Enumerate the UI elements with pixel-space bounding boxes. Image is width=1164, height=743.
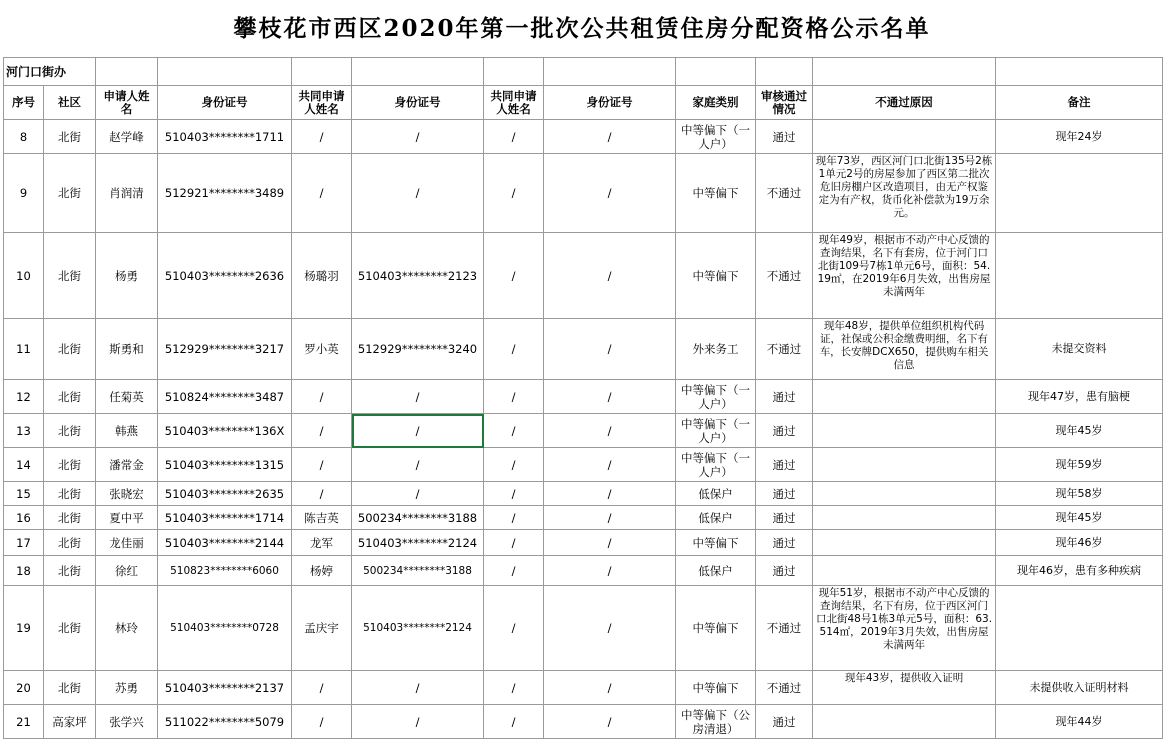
seq-cell[interactable]: 12 bbox=[4, 380, 44, 414]
table-row bbox=[4, 319, 1163, 380]
note-cell[interactable]: 现年24岁 bbox=[996, 120, 1163, 154]
review-status-cell[interactable]: 通过 bbox=[756, 705, 813, 739]
note-cell[interactable]: 现年59岁 bbox=[996, 448, 1163, 482]
review-status-cell[interactable]: 通过 bbox=[756, 448, 813, 482]
id-number-cell[interactable]: 510824********3487 bbox=[158, 380, 292, 414]
community-cell[interactable]: 北街 bbox=[44, 530, 96, 556]
co-applicant-2-id-cell[interactable]: / bbox=[544, 414, 676, 448]
fail-reason-cell[interactable] bbox=[813, 556, 996, 586]
seq-cell[interactable]: 13 bbox=[4, 414, 44, 448]
family-category-cell[interactable]: 中等偏下 bbox=[676, 530, 756, 556]
table-row bbox=[4, 530, 1163, 556]
empty-cell[interactable] bbox=[676, 58, 756, 86]
co-applicant-1-id-cell[interactable]: / bbox=[352, 671, 484, 705]
community-cell[interactable]: 北街 bbox=[44, 120, 96, 154]
applicant-name-cell[interactable]: 龙佳丽 bbox=[96, 530, 158, 556]
review-status-cell[interactable]: 通过 bbox=[756, 120, 813, 154]
seq-cell[interactable]: 14 bbox=[4, 448, 44, 482]
table-row bbox=[4, 120, 1163, 154]
id-number-cell[interactable]: 512921********3489 bbox=[158, 154, 292, 233]
id-number-cell[interactable]: 512929********3217 bbox=[158, 319, 292, 380]
seq-cell[interactable]: 11 bbox=[4, 319, 44, 380]
header-cell[interactable]: 备注 bbox=[996, 86, 1163, 120]
co-applicant-1-name-cell[interactable]: / bbox=[292, 380, 352, 414]
co-applicant-1-name-cell[interactable]: 杨璐羽 bbox=[292, 233, 352, 319]
review-status-cell[interactable]: 通过 bbox=[756, 506, 813, 530]
seq-cell[interactable]: 9 bbox=[4, 154, 44, 233]
co-applicant-1-id-cell[interactable]: 500234********3188 bbox=[352, 556, 484, 586]
empty-cell[interactable] bbox=[996, 58, 1163, 86]
applicant-name-cell[interactable]: 夏中平 bbox=[96, 506, 158, 530]
applicant-name-cell[interactable]: 张学兴 bbox=[96, 705, 158, 739]
header-cell[interactable]: 申请人姓名 bbox=[96, 86, 158, 120]
co-applicant-2-name-cell[interactable]: / bbox=[484, 556, 544, 586]
co-applicant-2-id-cell[interactable]: / bbox=[544, 482, 676, 506]
id-number-cell[interactable]: 511022********5079 bbox=[158, 705, 292, 739]
family-category-cell[interactable]: 中等偏下 bbox=[676, 671, 756, 705]
header-cell[interactable]: 身份证号 bbox=[352, 86, 484, 120]
header-row bbox=[4, 86, 1163, 120]
applicant-name-cell[interactable]: 张晓宏 bbox=[96, 482, 158, 506]
co-applicant-1-name-cell[interactable]: 陈吉英 bbox=[292, 506, 352, 530]
co-applicant-2-id-cell[interactable]: / bbox=[544, 671, 676, 705]
note-cell[interactable]: 现年46岁，患有多种疾病 bbox=[996, 556, 1163, 586]
co-applicant-2-id-cell[interactable]: / bbox=[544, 448, 676, 482]
family-category-cell[interactable]: 中等偏下 bbox=[676, 154, 756, 233]
table-row bbox=[4, 380, 1163, 414]
review-status-cell[interactable]: 通过 bbox=[756, 414, 813, 448]
table-row bbox=[4, 705, 1163, 739]
review-status-cell[interactable]: 通过 bbox=[756, 530, 813, 556]
fail-reason-cell[interactable]: 现年48岁，提供单位组织机构代码证，社保或公积金缴费明细，名下有车，长安牌DCX650，提供购车相关信息 bbox=[813, 319, 996, 380]
family-category-cell[interactable]: 低保户 bbox=[676, 482, 756, 506]
applicant-name-cell[interactable]: 韩燕 bbox=[96, 414, 158, 448]
applicant-name-cell[interactable]: 苏勇 bbox=[96, 671, 158, 705]
co-applicant-2-name-cell[interactable]: / bbox=[484, 380, 544, 414]
empty-cell[interactable] bbox=[96, 58, 158, 86]
co-applicant-1-id-cell[interactable]: / bbox=[352, 154, 484, 233]
fail-reason-cell[interactable]: 现年73岁，西区河门口北街135号2栋1单元2号的房屋参加了西区第二批次危旧房棚户区改造项目，由无产权鉴定为有产权，货币化补偿款为19万余元。 bbox=[813, 154, 996, 233]
table-row bbox=[4, 448, 1163, 482]
review-status-cell[interactable]: 通过 bbox=[756, 556, 813, 586]
co-applicant-1-name-cell[interactable]: 杨婷 bbox=[292, 556, 352, 586]
co-applicant-1-id-cell[interactable]: 510403********2123 bbox=[352, 233, 484, 319]
empty-cell[interactable] bbox=[352, 58, 484, 86]
applicant-name-cell[interactable]: 潘常金 bbox=[96, 448, 158, 482]
seq-cell[interactable]: 18 bbox=[4, 556, 44, 586]
header-cell[interactable]: 审核通过情况 bbox=[756, 86, 813, 120]
co-applicant-1-name-cell[interactable]: 孟庆宇 bbox=[292, 586, 352, 671]
header-cell[interactable]: 家庭类别 bbox=[676, 86, 756, 120]
fail-reason-cell[interactable] bbox=[813, 380, 996, 414]
fail-reason-cell[interactable] bbox=[813, 120, 996, 154]
seq-cell[interactable]: 19 bbox=[4, 586, 44, 671]
co-applicant-2-name-cell[interactable]: / bbox=[484, 414, 544, 448]
co-applicant-2-id-cell[interactable]: / bbox=[544, 556, 676, 586]
community-cell[interactable]: 北街 bbox=[44, 586, 96, 671]
id-number-cell[interactable]: 510403********2635 bbox=[158, 482, 292, 506]
co-applicant-2-id-cell[interactable]: / bbox=[544, 586, 676, 671]
community-cell[interactable]: 北街 bbox=[44, 319, 96, 380]
co-applicant-2-name-cell[interactable]: / bbox=[484, 586, 544, 671]
co-applicant-1-name-cell[interactable]: 龙军 bbox=[292, 530, 352, 556]
family-category-cell[interactable]: 中等偏下（一人户） bbox=[676, 120, 756, 154]
empty-cell[interactable] bbox=[484, 58, 544, 86]
note-cell[interactable]: 现年47岁，患有脑梗 bbox=[996, 380, 1163, 414]
header-cell[interactable]: 身份证号 bbox=[544, 86, 676, 120]
id-number-cell[interactable]: 510403********1315 bbox=[158, 448, 292, 482]
family-category-cell[interactable]: 中等偏下 bbox=[676, 233, 756, 319]
empty-cell[interactable] bbox=[292, 58, 352, 86]
applicant-name-cell[interactable]: 斯勇和 bbox=[96, 319, 158, 380]
co-applicant-2-name-cell[interactable]: / bbox=[484, 154, 544, 233]
family-category-cell[interactable]: 中等偏下（一人户） bbox=[676, 414, 756, 448]
table-row bbox=[4, 671, 1163, 705]
co-applicant-2-name-cell[interactable]: / bbox=[484, 671, 544, 705]
co-applicant-2-name-cell[interactable]: / bbox=[484, 506, 544, 530]
seq-cell[interactable]: 10 bbox=[4, 233, 44, 319]
fail-reason-cell[interactable] bbox=[813, 530, 996, 556]
review-status-cell[interactable]: 不通过 bbox=[756, 233, 813, 319]
family-category-cell[interactable]: 中等偏下（公房清退） bbox=[676, 705, 756, 739]
community-cell[interactable]: 北街 bbox=[44, 448, 96, 482]
co-applicant-1-id-cell[interactable]: 512929********3240 bbox=[352, 319, 484, 380]
applicant-name-cell[interactable]: 赵学峰 bbox=[96, 120, 158, 154]
community-cell[interactable]: 高家坪 bbox=[44, 705, 96, 739]
co-applicant-1-name-cell[interactable]: / bbox=[292, 120, 352, 154]
co-applicant-2-id-cell[interactable]: / bbox=[544, 154, 676, 233]
table-row bbox=[4, 233, 1163, 319]
community-cell[interactable]: 北街 bbox=[44, 506, 96, 530]
seq-cell[interactable]: 16 bbox=[4, 506, 44, 530]
note-cell[interactable]: 现年45岁 bbox=[996, 506, 1163, 530]
community-cell[interactable]: 北街 bbox=[44, 154, 96, 233]
co-applicant-2-id-cell[interactable]: / bbox=[544, 380, 676, 414]
co-applicant-1-name-cell[interactable]: 罗小英 bbox=[292, 319, 352, 380]
co-applicant-1-name-cell[interactable]: / bbox=[292, 482, 352, 506]
table-row bbox=[4, 586, 1163, 671]
co-applicant-1-id-cell[interactable]: 500234********3188 bbox=[352, 506, 484, 530]
co-applicant-2-name-cell[interactable]: / bbox=[484, 530, 544, 556]
id-number-cell[interactable]: 510403********2636 bbox=[158, 233, 292, 319]
fail-reason-cell[interactable] bbox=[813, 506, 996, 530]
note-cell[interactable]: 未提交资料 bbox=[996, 319, 1163, 380]
empty-cell[interactable] bbox=[813, 58, 996, 86]
fail-reason-cell[interactable] bbox=[813, 414, 996, 448]
review-status-cell[interactable]: 不通过 bbox=[756, 586, 813, 671]
co-applicant-1-id-cell[interactable]: 510403********2124 bbox=[352, 586, 484, 671]
page-title: 攀枝花市西区2020年第一批次公共租赁住房分配资格公示名单 bbox=[233, 15, 931, 42]
applicant-table bbox=[3, 57, 1163, 739]
applicant-name-cell[interactable]: 林玲 bbox=[96, 586, 158, 671]
family-category-cell[interactable]: 低保户 bbox=[676, 556, 756, 586]
co-applicant-2-name-cell[interactable]: / bbox=[484, 482, 544, 506]
empty-cell[interactable] bbox=[544, 58, 676, 86]
community-cell[interactable]: 北街 bbox=[44, 556, 96, 586]
co-applicant-1-id-cell[interactable]: / bbox=[352, 705, 484, 739]
review-status-cell[interactable]: 通过 bbox=[756, 380, 813, 414]
co-applicant-2-id-cell[interactable]: / bbox=[544, 506, 676, 530]
co-applicant-2-name-cell[interactable]: / bbox=[484, 448, 544, 482]
id-number-cell[interactable]: 510403********1714 bbox=[158, 506, 292, 530]
co-applicant-1-id-cell[interactable]: / bbox=[352, 380, 484, 414]
note-cell[interactable] bbox=[996, 154, 1163, 233]
seq-cell[interactable]: 8 bbox=[4, 120, 44, 154]
review-status-cell[interactable]: 不通过 bbox=[756, 154, 813, 233]
note-cell[interactable]: 现年45岁 bbox=[996, 414, 1163, 448]
applicant-name-cell[interactable]: 徐红 bbox=[96, 556, 158, 586]
co-applicant-2-id-cell[interactable]: / bbox=[544, 530, 676, 556]
seq-cell[interactable]: 20 bbox=[4, 671, 44, 705]
co-applicant-2-name-cell[interactable]: / bbox=[484, 120, 544, 154]
note-cell[interactable] bbox=[996, 233, 1163, 319]
review-status-cell[interactable]: 不通过 bbox=[756, 319, 813, 380]
community-cell[interactable]: 北街 bbox=[44, 671, 96, 705]
community-cell[interactable]: 北街 bbox=[44, 482, 96, 506]
table-row bbox=[4, 154, 1163, 233]
co-applicant-1-name-cell[interactable]: / bbox=[292, 414, 352, 448]
note-cell[interactable]: 现年58岁 bbox=[996, 482, 1163, 506]
note-cell[interactable]: 现年46岁 bbox=[996, 530, 1163, 556]
fail-reason-cell[interactable] bbox=[813, 482, 996, 506]
community-cell[interactable]: 北街 bbox=[44, 380, 96, 414]
applicant-name-cell[interactable]: 任菊英 bbox=[96, 380, 158, 414]
co-applicant-2-id-cell[interactable]: / bbox=[544, 705, 676, 739]
department-row bbox=[4, 58, 1163, 86]
applicant-name-cell[interactable]: 肖润清 bbox=[96, 154, 158, 233]
family-category-cell[interactable]: 中等偏下 bbox=[676, 586, 756, 671]
header-cell[interactable]: 身份证号 bbox=[158, 86, 292, 120]
applicant-name-cell[interactable]: 杨勇 bbox=[96, 233, 158, 319]
co-applicant-1-id-cell[interactable]: / bbox=[352, 414, 484, 448]
empty-cell[interactable] bbox=[158, 58, 292, 86]
review-status-cell[interactable]: 不通过 bbox=[756, 671, 813, 705]
id-number-cell[interactable]: 510403********1711 bbox=[158, 120, 292, 154]
family-category-cell[interactable]: 外来务工 bbox=[676, 319, 756, 380]
family-category-cell[interactable]: 中等偏下（一人户） bbox=[676, 380, 756, 414]
department-cell[interactable]: 河门口街办 bbox=[4, 58, 96, 86]
seq-cell[interactable]: 17 bbox=[4, 530, 44, 556]
header-cell[interactable]: 共同申请人姓名 bbox=[292, 86, 352, 120]
header-cell[interactable]: 社区 bbox=[44, 86, 96, 120]
table-row bbox=[4, 556, 1163, 586]
id-number-cell[interactable]: 510403********2137 bbox=[158, 671, 292, 705]
seq-cell[interactable]: 21 bbox=[4, 705, 44, 739]
fail-reason-cell[interactable]: 现年49岁，根据市不动产中心反馈的查询结果，名下有套房，位于河门口北街109号7栋1单元6号，面积：54.19㎡，在2019年6月失效，出售房屋未满两年 bbox=[813, 233, 996, 319]
co-applicant-1-name-cell[interactable]: / bbox=[292, 705, 352, 739]
co-applicant-2-id-cell[interactable]: / bbox=[544, 233, 676, 319]
fail-reason-cell[interactable] bbox=[813, 705, 996, 739]
id-number-cell[interactable]: 510403********0728 bbox=[158, 586, 292, 671]
community-cell[interactable]: 北街 bbox=[44, 233, 96, 319]
co-applicant-2-name-cell[interactable]: / bbox=[484, 319, 544, 380]
seq-cell[interactable]: 15 bbox=[4, 482, 44, 506]
note-cell[interactable] bbox=[996, 586, 1163, 671]
id-number-cell[interactable]: 510403********2144 bbox=[158, 530, 292, 556]
co-applicant-2-id-cell[interactable]: / bbox=[544, 120, 676, 154]
co-applicant-1-name-cell[interactable]: / bbox=[292, 448, 352, 482]
co-applicant-1-id-cell[interactable]: / bbox=[352, 448, 484, 482]
co-applicant-1-id-cell[interactable]: / bbox=[352, 482, 484, 506]
id-number-cell[interactable]: 510823********6060 bbox=[158, 556, 292, 586]
family-category-cell[interactable]: 中等偏下（一人户） bbox=[676, 448, 756, 482]
community-cell[interactable]: 北街 bbox=[44, 414, 96, 448]
fail-reason-cell[interactable] bbox=[813, 448, 996, 482]
review-status-cell[interactable]: 通过 bbox=[756, 482, 813, 506]
note-cell[interactable]: 未提供收入证明材料 bbox=[996, 671, 1163, 705]
co-applicant-2-id-cell[interactable]: / bbox=[544, 319, 676, 380]
id-number-cell[interactable]: 510403********136X bbox=[158, 414, 292, 448]
co-applicant-1-name-cell[interactable]: / bbox=[292, 671, 352, 705]
table-row bbox=[4, 506, 1163, 530]
header-cell[interactable]: 共同申请人姓名 bbox=[484, 86, 544, 120]
header-cell[interactable]: 序号 bbox=[4, 86, 44, 120]
co-applicant-2-name-cell[interactable]: / bbox=[484, 705, 544, 739]
family-category-cell[interactable]: 低保户 bbox=[676, 506, 756, 530]
fail-reason-cell[interactable]: 现年43岁，提供收入证明 bbox=[813, 671, 996, 705]
header-cell[interactable]: 不通过原因 bbox=[813, 86, 996, 120]
table-row bbox=[4, 482, 1163, 506]
co-applicant-1-name-cell[interactable]: / bbox=[292, 154, 352, 233]
note-cell[interactable]: 现年44岁 bbox=[996, 705, 1163, 739]
empty-cell[interactable] bbox=[756, 58, 813, 86]
fail-reason-cell[interactable]: 现年51岁，根据市不动产中心反馈的查询结果，名下有房，位于西区河门口北街48号1栋3单元5号，面积：63.514㎡，2019年3月失效，出售房屋未满两年 bbox=[813, 586, 996, 671]
co-applicant-1-id-cell[interactable]: / bbox=[352, 120, 484, 154]
co-applicant-1-id-cell[interactable]: 510403********2124 bbox=[352, 530, 484, 556]
table-row bbox=[4, 414, 1163, 448]
co-applicant-2-name-cell[interactable]: / bbox=[484, 233, 544, 319]
